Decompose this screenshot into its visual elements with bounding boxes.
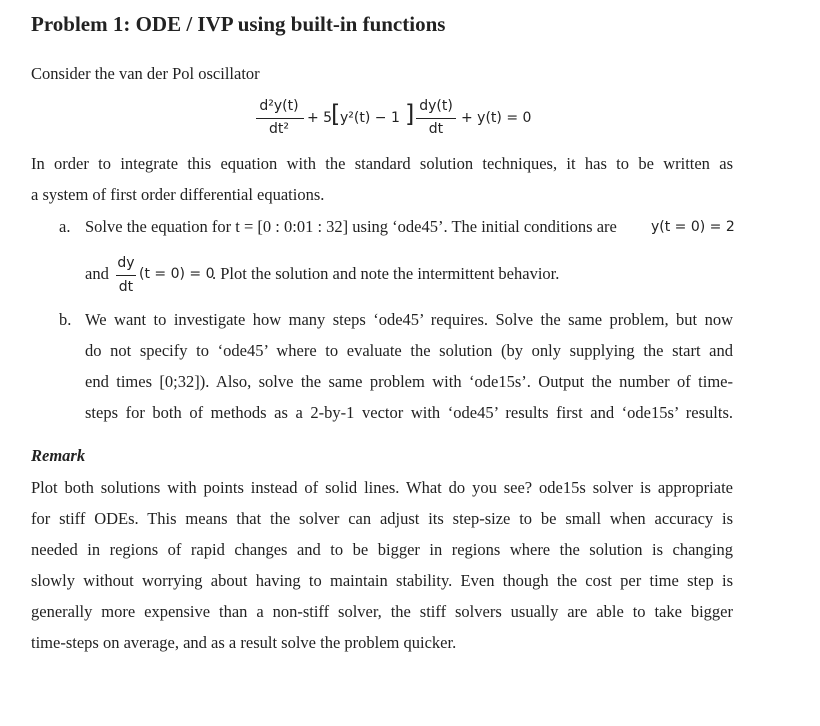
eq-fraction-line-2 — [416, 118, 456, 119]
item-b-line: We want to investigate how many steps ‘ode45’ requires. Solve the same problem, but now — [85, 310, 733, 329]
item-a-line2-text: . Plot the solution and note the intermittent behavior. — [212, 264, 560, 283]
intro-text: Consider the van der Pol oscillator — [31, 64, 260, 83]
problem-title: Problem 1: ODE / IVP using built-in functions — [31, 12, 446, 36]
para1-line-2: a system of first order differential equations. — [31, 185, 325, 204]
item-a-initial-dy: (t = 0) = 0 — [139, 266, 215, 282]
remark-line: generally more expensive than a non-stiff solver, the stiff solvers usually are able to take bigger — [31, 602, 733, 621]
eq-bracket-close: ] — [405, 100, 415, 128]
eq-numerator-1: d²y(t) — [259, 98, 299, 114]
remark-line: needed in regions of rapid changes and to be bigger in regions where the solution is changing — [31, 540, 733, 559]
eq-bracket-open: [ — [331, 100, 341, 128]
item-a-initial-y: y(t = 0) = 2 — [651, 219, 735, 235]
item-b-marker: b. — [59, 310, 72, 329]
eq-fraction-line-1 — [256, 118, 304, 119]
remark-heading: Remark — [31, 446, 86, 465]
eq-y-squared: y²(t) − 1 — [340, 110, 400, 126]
item-a-frac-den: dt — [118, 279, 134, 295]
eq-plus5: + 5 — [307, 110, 333, 126]
eq-denominator-2: dt — [428, 121, 444, 137]
item-a-line1-text: Solve the equation for t = [0 : 0:01 : 32] using ‘ode45’. The initial conditions are — [85, 217, 617, 236]
item-b-line: do not specify to ‘ode45’ where to evaluate the solution (by only supplying the start and — [85, 341, 733, 360]
eq-denominator-1: dt² — [269, 121, 289, 137]
item-b-line: steps for both of methods as a 2-by-1 vector with ‘ode45’ results first and ‘ode15s’ results. — [85, 403, 733, 422]
remark-line: time-steps on average, and as a result solve the problem quicker. — [31, 633, 457, 652]
remark-line: for stiff ODEs. This means that the solver can adjust its step-size to be small when accuracy is — [31, 509, 733, 528]
remark-line: slowly without worrying about having to maintain stability. Even though the cost per time step is — [31, 571, 733, 590]
remark-line: Plot both solutions with points instead of solid lines. What do you see? ode15s solver is appropriate — [31, 478, 733, 497]
para1-line-1: In order to integrate this equation with the standard solution techniques, it has to be written as — [31, 154, 733, 173]
item-a-frac-line — [116, 275, 136, 276]
eq-numerator-2: dy(t) — [419, 98, 453, 114]
eq-tail: + y(t) = 0 — [461, 110, 532, 126]
item-b-line: end times [0;32]). Also, solve the same problem with ‘ode15s’. Output the number of time- — [85, 372, 733, 391]
item-a-marker: a. — [59, 217, 71, 236]
item-a-and: and — [85, 264, 109, 283]
item-a-frac-num: dy — [117, 255, 135, 271]
